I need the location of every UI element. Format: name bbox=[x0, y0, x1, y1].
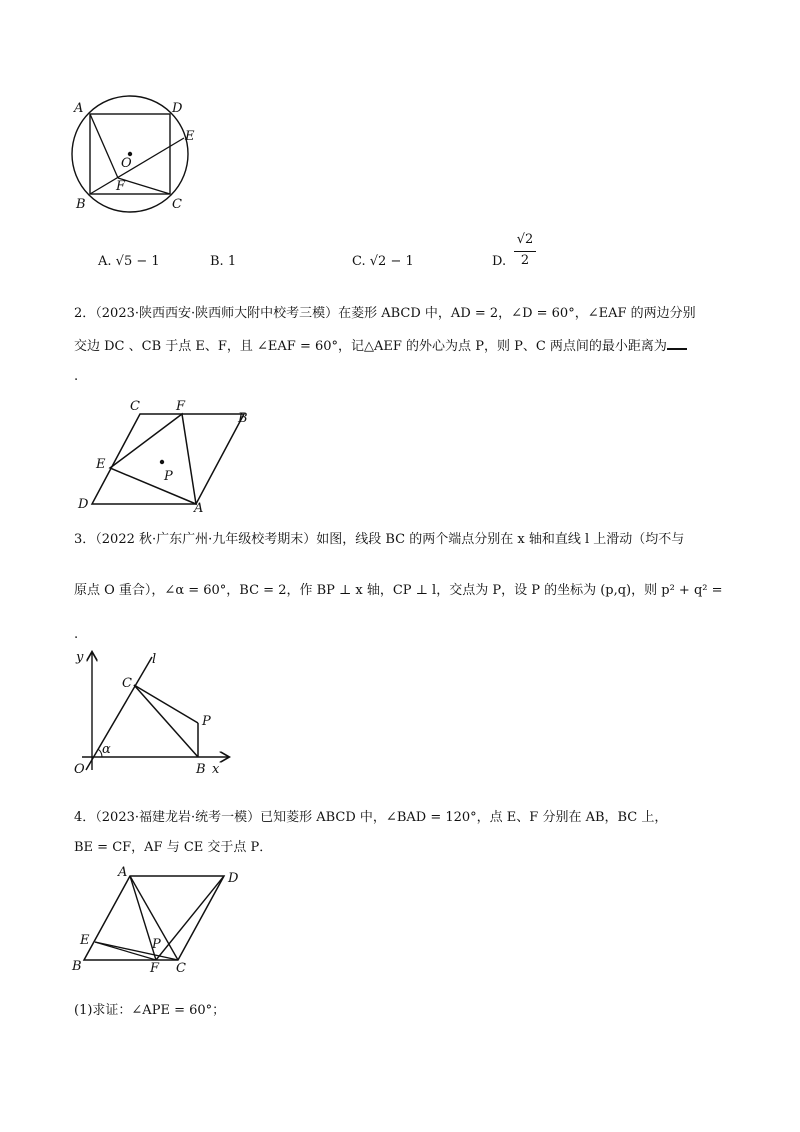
q1-option-d-denominator: 2 bbox=[520, 253, 530, 268]
q4-label-F: F bbox=[150, 961, 160, 976]
q2-label-C: C bbox=[130, 399, 140, 414]
option-letter: D. bbox=[492, 254, 507, 269]
q1-label-E: E bbox=[185, 129, 195, 144]
q4-line-2: BE = CF，AF 与 CE 交于点 P． bbox=[74, 840, 273, 855]
q2-point-P bbox=[160, 460, 164, 464]
q1-option-b[interactable] bbox=[210, 253, 236, 271]
q3-label-l: l bbox=[152, 652, 157, 667]
q2-line-3: . bbox=[74, 369, 79, 384]
option-value: √5 − 1 bbox=[115, 254, 160, 269]
q1-label-D: D bbox=[172, 101, 183, 116]
q2-answer-blank[interactable] bbox=[667, 348, 687, 350]
q4-label-C: C bbox=[176, 961, 186, 976]
q3-label-P: P bbox=[202, 714, 211, 729]
q4-line-CE bbox=[95, 942, 178, 960]
q1-label-B: B bbox=[76, 197, 86, 212]
q3-line-2: 原点 O 重合），∠α = 60°，BC = 2，作 BP ⊥ x 轴，CP ⊥ l，交点为 P，设 P 的坐标为 (p,q)，则 p² + q² = bbox=[74, 583, 723, 598]
q1-option-a[interactable] bbox=[98, 253, 160, 271]
q2-line-1: 2．（2023·陕西西安·陕西师大附中校考三模）在菱形 ABCD 中，AD = 2，∠D = 60°，∠EAF 的两边分别 bbox=[74, 306, 696, 321]
option-letter: B. bbox=[210, 254, 224, 269]
q2-figure bbox=[72, 396, 262, 516]
q4-label-A: A bbox=[118, 865, 128, 880]
q1-option-d[interactable] bbox=[492, 253, 506, 271]
q3-segment-CP bbox=[134, 685, 198, 723]
q1-label-F: F bbox=[116, 179, 126, 194]
q3-label-C: C bbox=[122, 676, 132, 691]
q2-rhombus bbox=[92, 414, 244, 504]
option-value: 1 bbox=[227, 254, 237, 269]
q4-line-DF bbox=[156, 876, 224, 960]
q2-label-B: B bbox=[238, 411, 248, 426]
q4-figure bbox=[68, 862, 248, 980]
q3-figure bbox=[72, 645, 242, 780]
q4-line-1: 4．（2023·福建龙岩·统考一模）已知菱形 ABCD 中，∠BAD = 120°，点 E、F 分别在 AB，BC 上， bbox=[74, 810, 668, 825]
q4-label-E: E bbox=[80, 933, 90, 948]
q3-line-1: 3．（2022 秋·广东广州·九年级校考期末）如图，线段 BC 的两个端点分别在 x 轴和直线 l 上滑动（均不与 bbox=[74, 532, 685, 547]
q1-option-d-fraction-bar bbox=[514, 251, 536, 252]
q1-option-c[interactable] bbox=[352, 253, 414, 271]
q2-line-2: 交边 DC 、CB 于点 E、F，且 ∠EAF = 60°，记△AEF 的外心为点 P，则 P、C 两点间的最小距离为 bbox=[74, 339, 667, 354]
q1-option-d-numerator: √2 bbox=[516, 232, 534, 247]
q3-label-y: y bbox=[76, 650, 84, 665]
q4-part-1: (1)求证：∠APE = 60°； bbox=[74, 1003, 226, 1018]
q4-line-EF bbox=[95, 942, 156, 960]
q2-triangle-AEF bbox=[110, 414, 196, 504]
option-letter: A. bbox=[98, 254, 112, 269]
q1-figure bbox=[62, 92, 212, 222]
q2-line-2-wrap bbox=[74, 338, 687, 356]
q2-label-A: A bbox=[194, 501, 204, 516]
q1-line-AF bbox=[90, 114, 118, 178]
option-value: √2 − 1 bbox=[369, 254, 414, 269]
q1-label-A: A bbox=[74, 101, 84, 116]
option-letter: C. bbox=[352, 254, 366, 269]
q2-label-E: E bbox=[96, 457, 106, 472]
q4-label-P: P bbox=[152, 937, 161, 952]
q3-segment-BC bbox=[134, 685, 198, 757]
q1-line-FC bbox=[118, 178, 170, 194]
q3-label-alpha: α bbox=[102, 742, 111, 757]
q4-label-D: D bbox=[228, 871, 239, 886]
q4-label-B: B bbox=[72, 959, 82, 974]
q2-label-F: F bbox=[176, 399, 186, 414]
q2-label-D: D bbox=[78, 497, 89, 512]
q3-label-B: B bbox=[196, 762, 206, 777]
q3-line-3: . bbox=[74, 627, 79, 642]
q2-label-P: P bbox=[164, 469, 173, 484]
q1-label-O: O bbox=[121, 156, 132, 171]
q3-line-l bbox=[86, 657, 152, 770]
q1-label-C: C bbox=[172, 197, 182, 212]
q3-label-O: O bbox=[74, 762, 85, 777]
q3-label-x: x bbox=[212, 762, 220, 777]
